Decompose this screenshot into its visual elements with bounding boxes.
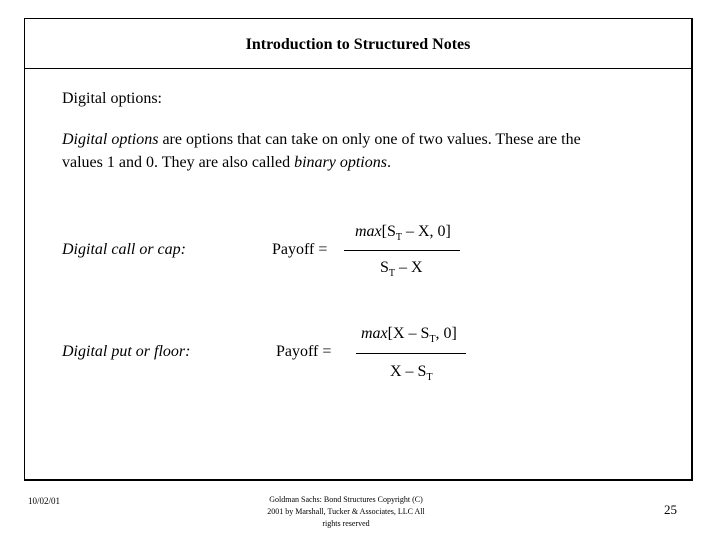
call-max-func: max: [355, 223, 382, 240]
call-payoff-label: Payoff =: [272, 241, 328, 258]
intro-line-1: [62, 131, 581, 149]
section-heading: Digital options:: [62, 90, 162, 107]
footer-credit-line-1: Goldman Sachs: Bond Structures Copyright (C): [269, 495, 423, 504]
put-fraction-line: [356, 353, 466, 354]
call-numerator: $\max[S_T$ – X, 0]: [355, 223, 451, 244]
footer-credit-line-2: 2001 by Marshall, Tucker & Associates, LLC All: [267, 507, 425, 516]
slide-title: Introduction to Structured Notes: [245, 36, 471, 53]
put-numerator: $\max[X - S_T$, 0]: [361, 325, 457, 346]
footer-credit: [240, 494, 452, 530]
title-divider: [24, 68, 691, 69]
intro-term-digital-options: Digital options: [62, 131, 159, 148]
intro-line-1-text: are options that can take on only one of two values. These are the: [158, 131, 581, 148]
call-denominator: $S_T$ – X: [380, 259, 423, 280]
put-denominator: X – $S_T$: [390, 363, 433, 384]
intro-line-2-text: values 1 and 0. They are also called: [62, 154, 295, 171]
put-max-func: max: [361, 325, 388, 342]
footer-credit-line-3: rights reserved: [322, 519, 370, 528]
call-label: Digital call or cap:: [62, 241, 186, 258]
page-number: 25: [664, 502, 677, 517]
put-label: Digital put or floor:: [62, 343, 191, 360]
put-payoff-label: Payoff =: [276, 343, 332, 360]
intro-term-binary-options: binary options: [294, 154, 387, 171]
intro-line-2-end: .: [386, 154, 391, 171]
intro-line-2: [62, 154, 391, 172]
call-fraction-line: [344, 250, 460, 251]
footer-date: 10/02/01: [28, 496, 61, 506]
